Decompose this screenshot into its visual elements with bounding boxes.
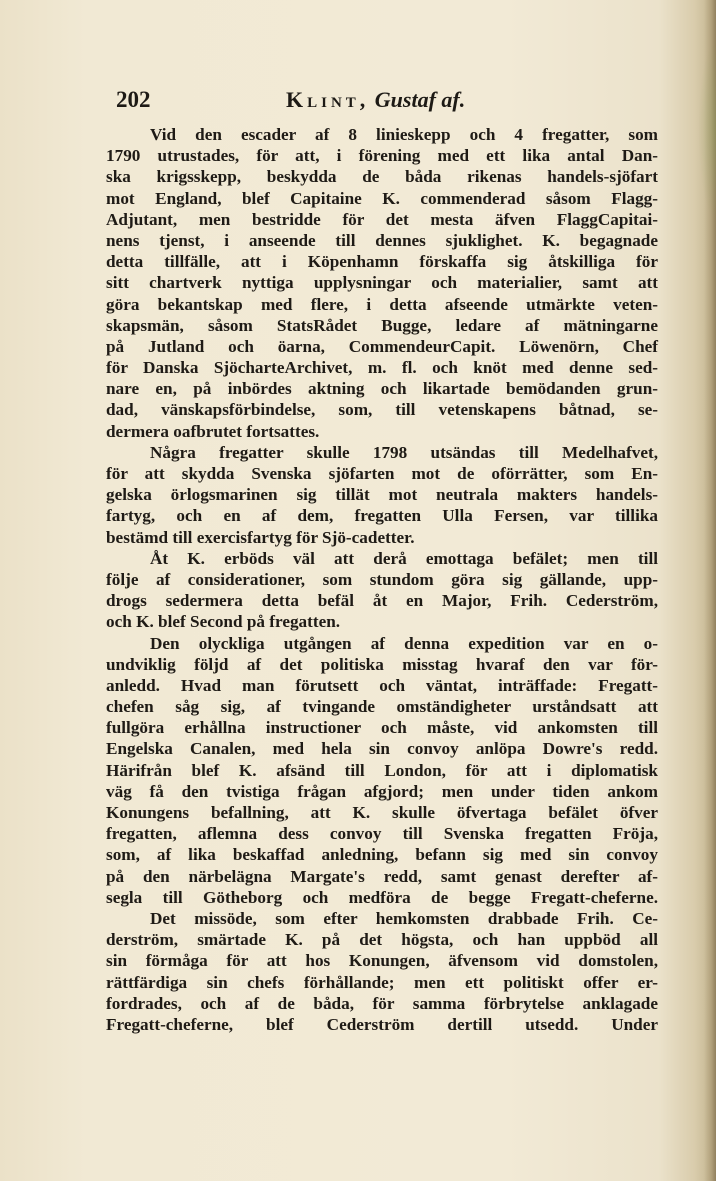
text-line: gelska örlogsmarinen sig tillät mot neutrala makters handels-: [106, 485, 658, 505]
text-line: fullgöra erhållna instructioner och måste, vid ankomsten till: [106, 718, 658, 738]
text-line: anledd. Hvad man förutsett och väntat, inträffade: Fregatt-: [106, 675, 658, 695]
text-line: fregatten, aflemna dess convoy till Svenska fregatten Fröja,: [106, 824, 658, 844]
text-line: bestämd till exercisfartyg för Sjö-cadetter.: [106, 527, 415, 547]
running-head-name: Klint,: [286, 87, 370, 112]
text-line: väg få den tvistiga frågan afgjord; men under tiden ankom: [106, 781, 658, 801]
text-line: nens tjenst, i anseende till dennes sjuklighet. K. begagnade: [106, 230, 658, 250]
text-line: ska krigsskepp, beskydda de båda rikenas handels-sjöfart: [106, 167, 658, 187]
page-stain: [698, 40, 716, 220]
text-line: segla till Götheborg och medföra de begge Fregatt-cheferne.: [106, 887, 658, 907]
text-line: fordrades, och af de båda, för samma förbrytelse anklagade: [106, 993, 658, 1013]
text-line: skapsmän, såsom StatsRådet Bugge, ledare af mätningarne: [106, 315, 658, 335]
text-line: sin förmåga för att hos Konungen, äfvensom vid domstolen,: [106, 951, 658, 971]
text-line: rättfärdiga sin chefs förhållande; men ett politiskt offer er-: [106, 972, 658, 992]
page-number: 202: [116, 87, 151, 112]
text-line: Konungens befallning, att K. skulle öfvertaga befälet öfver: [106, 803, 658, 822]
text-line: detta tillfälle, att i Köpenhamn förskaffa sig åtskilliga för: [106, 252, 658, 272]
text-line: dad, vänskapsförbindelse, som, till vetenskapens båtnad, se-: [106, 400, 658, 420]
text-line: Vid den escader af 8 linieskepp och 4 fregatter, som: [150, 125, 658, 144]
text-line: på Jutland och öarna, CommendeurCapit. Löwenörn, Chef: [106, 336, 658, 356]
running-head-given: Gustaf af.: [374, 87, 466, 112]
text-line: drogs sedermera detta befäl åt en Major, Frih. Cederström,: [106, 591, 658, 611]
page-header: [102, 86, 662, 116]
text-line: som, af lika beskaffad anledning, befann sig med sin convoy: [106, 845, 658, 865]
text-line: följe af considerationer, som stundom göra sig gällande, upp-: [106, 569, 658, 589]
text-line: Den olyckliga utgången af denna expedition var en o-: [150, 633, 658, 653]
text-line: derström, smärtade K. på det högsta, och han uppböd all: [106, 930, 658, 950]
text-line: sitt chartverk nyttiga upplysningar och materialier, samt att: [106, 273, 658, 293]
text-line: och K. blef Second på fregatten.: [106, 612, 341, 632]
text-line: Engelska Canalen, med hela sin convoy anlöpa Dowre's redd.: [106, 739, 658, 759]
running-head: [286, 86, 465, 114]
text-line: Fregatt-cheferne, blef Cederström dertill utsedd. Under: [106, 1014, 658, 1034]
text-line: för att skydda Svenska sjöfarten mot de oförrätter, som En-: [106, 464, 658, 483]
text-line: för Danska SjöcharteArchivet, m. fl. och knöt med denne sed-: [106, 358, 658, 378]
text-line: mot England, blef Capitaine K. commenderad såsom Flagg-: [106, 188, 658, 208]
text-line: undviklig följd af det politiska misstag hvaraf den var för-: [106, 654, 658, 674]
text-line: chefen såg sig, af tvingande omständigheter urståndsatt att: [106, 697, 658, 717]
text-line: Härifrån blef K. afsänd till London, för att i diplomatisk: [106, 760, 658, 780]
text-line: Adjutant, men bestridde för det mesta äfven FlaggCapitai-: [106, 209, 658, 229]
text-line: Åt K. erböds väl att derå emottaga befälet; men till: [150, 548, 658, 568]
text-line: göra bekantskap med flere, i detta afseende utmärkte veten-: [106, 294, 658, 314]
text-line: nare en, på inbördes aktning och likartade bemödanden grun-: [106, 379, 658, 399]
text-line: 1790 utrustades, för att, i förening med ett lika antal Dan-: [106, 146, 658, 166]
text-line: dermera oafbrutet fortsattes.: [106, 421, 320, 441]
text-line: på den närbelägna Margate's redd, samt genast derefter af-: [106, 866, 658, 886]
body-text: [106, 124, 658, 1035]
text-line: Det missöde, som efter hemkomsten drabbade Frih. Ce-: [150, 908, 658, 928]
text-line: Några fregatter skulle 1798 utsändas till Medelhafvet,: [150, 442, 658, 462]
text-line: fartyg, och en af dem, fregatten Ulla Fersen, var tillika: [106, 506, 658, 526]
